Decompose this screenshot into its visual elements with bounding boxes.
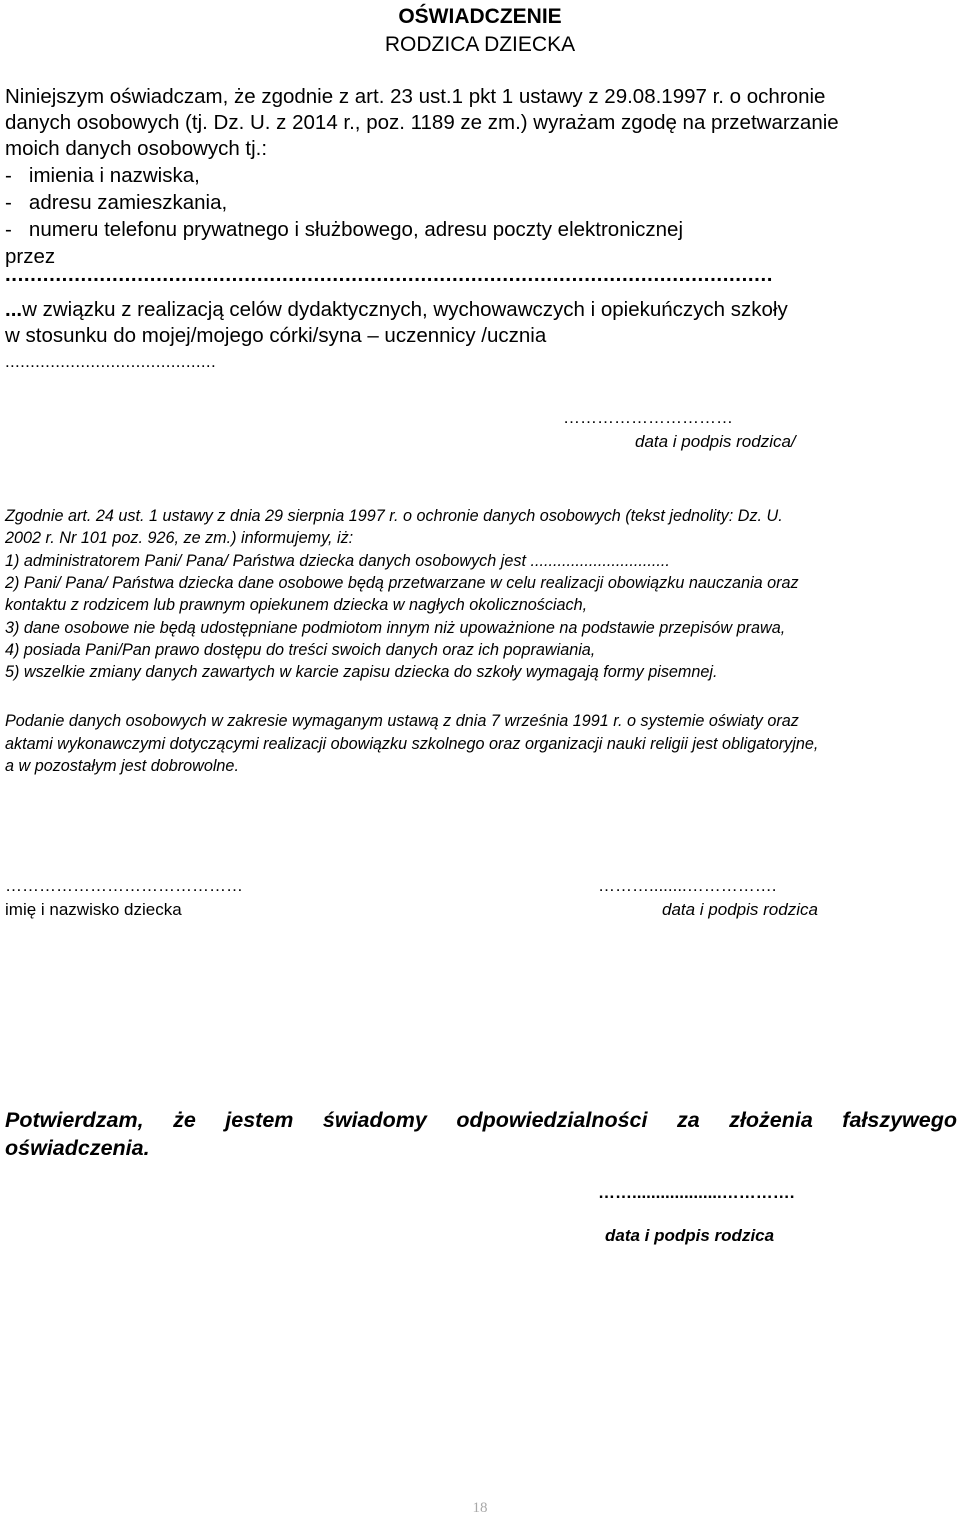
legal-line-3: a w pozostałym jest dobrowolne. xyxy=(5,757,239,775)
final-signature-label: data i podpis rodzica xyxy=(605,1226,775,1245)
confirmation-statement xyxy=(5,1106,957,1162)
consent-item-address: - adresu zamieszkania, xyxy=(5,191,228,214)
info-line-2: 2002 r. Nr 101 poz. 926, ze zm.) informujemy, iż: xyxy=(5,529,354,547)
parent-signature-label: data i podpis rodzica xyxy=(662,900,818,919)
info-line-6: 3) dane osobowe nie będą udostępniane podmiotom innym niż upoważnione na podstawie przepisów prawa, xyxy=(5,619,786,637)
document-subtitle: RODZICA DZIECKA xyxy=(384,33,576,56)
intro-line-2: danych osobowych (tj. Dz. U. z 2014 r., poz. 1189 ze zm.) wyrażam zgodę na przetwarzanie xyxy=(5,111,839,134)
purpose-dotted-line: .......................................... xyxy=(5,352,216,371)
purpose-text-1: w związku z realizacją celów dydaktycznych, wychowawczych i opiekuńczych szkoły xyxy=(22,298,788,321)
parent-signature-dots: ………........……………. xyxy=(598,876,777,895)
confirmation-line-2: oświadczenia. xyxy=(5,1136,150,1160)
purpose-prefix-dots: ... xyxy=(5,298,23,321)
confirmation-line-1: Potwierdzam, że jestem świadomy odpowiedzialności za złożenia fałszywego xyxy=(5,1108,957,1132)
final-signature-dots: ……...................…………. xyxy=(598,1183,795,1202)
consent-item-phone: - numeru telefonu prywatnego i służbowego, adresu poczty elektronicznej xyxy=(5,218,684,241)
legal-line-1: Podanie danych osobowych w zakresie wymaganym ustawą z dnia 7 września 1991 r. o systemie oświaty oraz xyxy=(5,712,799,730)
info-line-5: kontaktu z rodzicem lub prawnym opiekunem dziecka w nagłych okolicznościach, xyxy=(5,596,588,614)
info-line-1: Zgodnie art. 24 ust. 1 ustawy z dnia 29 sierpnia 1997 r. o ochronie danych osobowych (tekst jednolity: Dz. U. xyxy=(5,507,783,525)
document-title: OŚWIADCZENIE xyxy=(398,5,562,28)
child-name-label: imię i nazwisko dziecka xyxy=(5,900,182,919)
info-line-8: 5) wszelkie zmiany danych zawartych w karcie zapisu dziecka do szkoły wymagają formy pisemnej. xyxy=(5,663,718,681)
intro-line-3: moich danych osobowych tj.: xyxy=(5,137,268,160)
info-line-7: 4) posiada Pani/Pan prawo dostępu do treści swoich danych oraz ich poprawiania, xyxy=(5,641,596,659)
intro-przez: przez xyxy=(5,245,56,268)
info-line-3: 1) administratorem Pani/ Pana/ Państwa dziecka danych osobowych jest ............................... xyxy=(5,552,670,570)
purpose-line-1 xyxy=(5,297,953,323)
info-line-4: 2) Pani/ Pana/ Państwa dziecka dane osobowe będą przetwarzane w celu realizacji obowiązku nauczania oraz xyxy=(5,574,799,592)
fill-in-dotted-line: .......................................................................................................................... xyxy=(5,263,774,286)
intro-line-1: Niniejszym oświadczam, że zgodnie z art. 23 ust.1 pkt 1 ustawy z 29.08.1997 r. o ochronie xyxy=(5,85,826,108)
consent-item-name: - imienia i nazwiska, xyxy=(5,164,200,187)
purpose-line-2: w stosunku do mojej/mojego córki/syna – uczennicy /ucznia xyxy=(5,324,547,347)
child-name-dots: …………………………………… xyxy=(5,876,243,895)
signature-top-dots: ………………………… xyxy=(563,408,733,427)
legal-line-2: aktami wykonawczymi dotyczącymi realizacji obowiązku szkolnego oraz organizacji nauki religii jest obligatoryjne, xyxy=(5,735,819,753)
signature-top-label: data i podpis rodzica/ xyxy=(635,432,796,451)
page-number: 18 xyxy=(472,1500,488,1516)
